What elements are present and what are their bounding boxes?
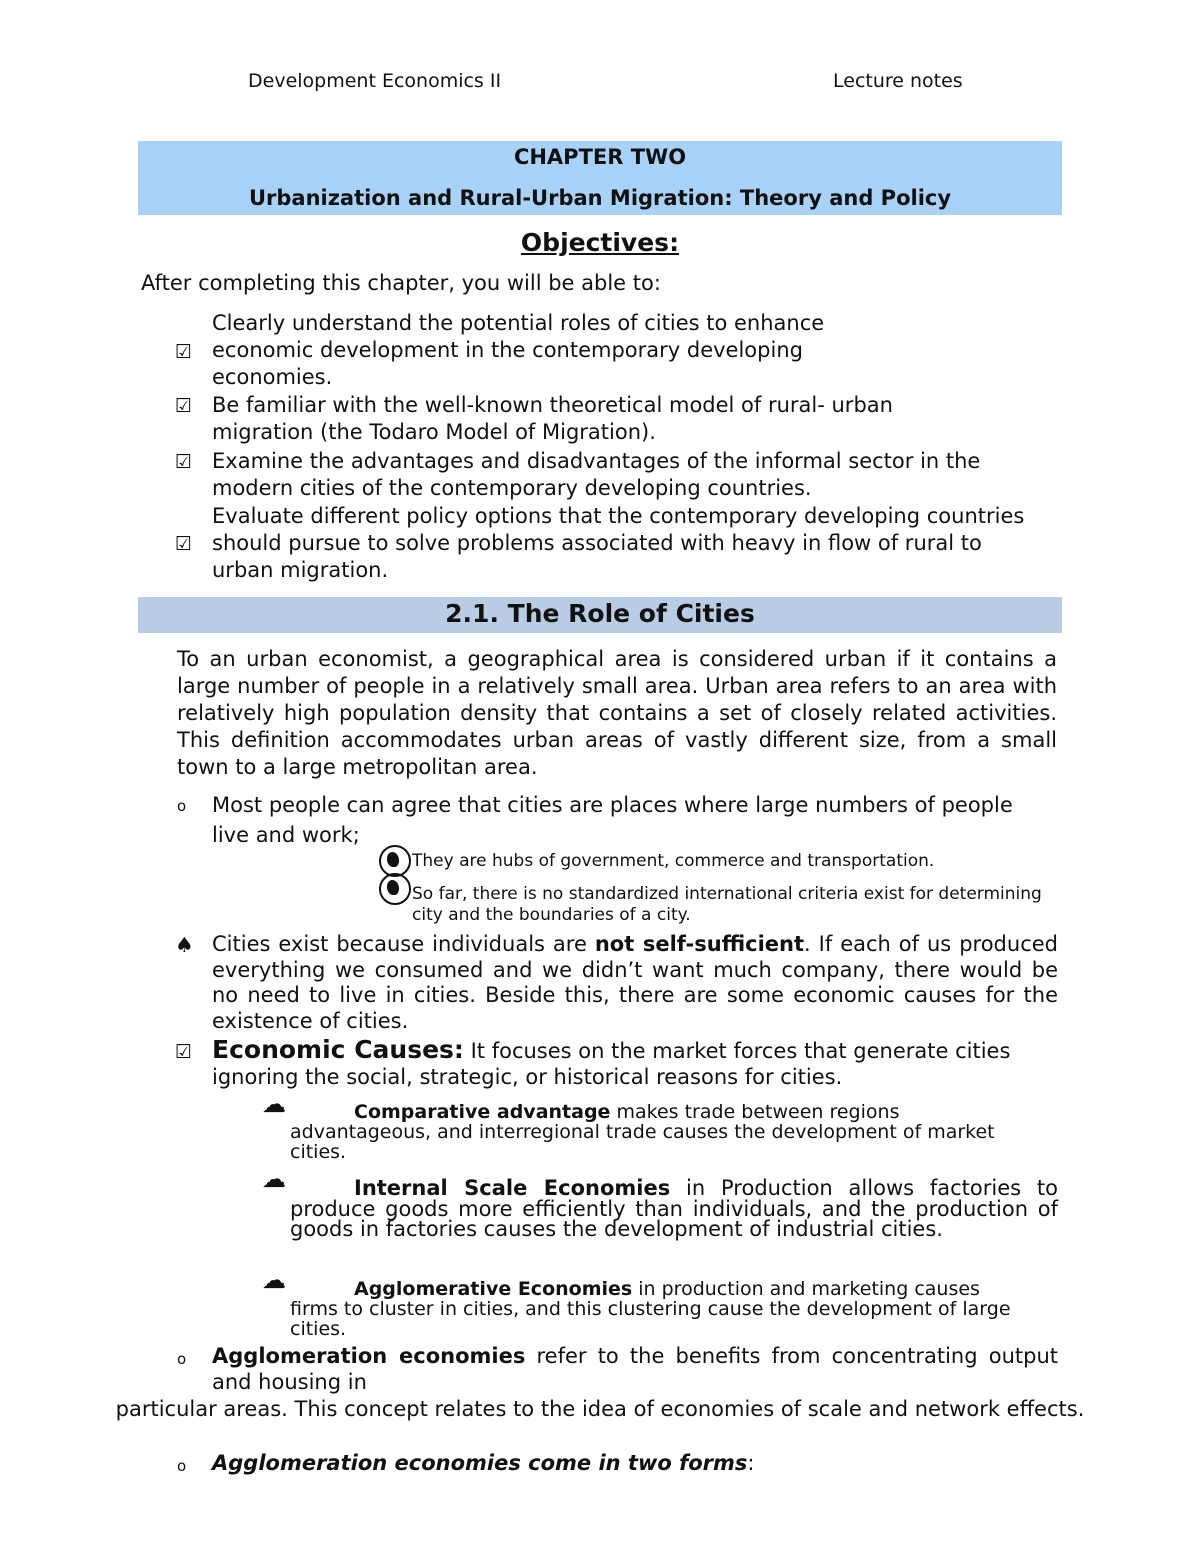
cities-subpoint: They are hubs of government, commerce and transportation. <box>412 851 935 871</box>
cities-point: Most people can agree that cities are places where large numbers of people live and work; <box>212 793 1013 847</box>
header-course-title: Development Economics II <box>248 70 502 92</box>
urban-definition-paragraph: To an urban economist, a geographical area is considered urban if it contains a large number of people in a relatively small area. Urban area refers to an area with relatively high population density that contains a set of closely related activities. This definition accommodates urban areas of vastly different size, from a small town to a large metropolitan area. <box>177 647 1057 779</box>
spade-text-bold: not self-sufficient <box>594 932 805 956</box>
spade-text-pre: Cities exist because individuals are <box>212 932 595 956</box>
internal-scale-item <box>290 1178 1058 1240</box>
checkbox-icon: ☑ <box>175 451 193 473</box>
globe-icon <box>379 873 411 905</box>
circle-bullet-icon: o <box>177 1350 187 1368</box>
checkbox-icon: ☑ <box>175 1041 193 1063</box>
objective-item: Evaluate different policy options that the contemporary developing countries should pursue to solve problems associated with heavy in flow of rural to urban migration. <box>212 504 1025 582</box>
cloud-rain-icon: ☁ <box>262 1165 286 1193</box>
internal-scale-label: Internal Scale Economies <box>354 1176 671 1200</box>
checkbox-icon: ☑ <box>175 341 193 363</box>
chapter-title-bar <box>138 141 1062 215</box>
spade-text-post: . If each of us produced everything we consumed and we didn’t want much company, there would be no need to live in cities. Beside this, there are some economic causes for the existence of cities. <box>212 932 1058 1033</box>
cloud-rain-icon: ☁ <box>262 1266 286 1294</box>
objectives-heading: Objectives: <box>520 228 680 257</box>
objective-item: Clearly understand the potential roles of cities to enhance economic development in the contemporary developing economies. <box>212 311 825 389</box>
checkbox-icon: ☑ <box>175 395 193 417</box>
economic-causes-text: It focuses on the market forces that generate cities ignoring the social, strategic, or historical reasons for cities. <box>212 1039 1011 1089</box>
objective-item: Be familiar with the well-known theoretical model of rural- urban migration (the Todaro Model of Migration). <box>212 393 893 444</box>
agglomeration-forms-item <box>212 1450 1032 1477</box>
checkbox-icon: ☑ <box>175 533 193 555</box>
agglomerative-label: Agglomerative Economies <box>354 1278 633 1300</box>
agglomeration-item <box>212 1343 1058 1395</box>
economic-causes-item <box>212 1037 1052 1090</box>
agglomerative-item <box>290 1279 1020 1339</box>
agglomeration-forms-colon: : <box>747 1451 755 1475</box>
cloud-rain-icon: ☁ <box>262 1090 286 1118</box>
comparative-advantage-label: Comparative advantage <box>354 1101 611 1123</box>
section-heading-bar <box>138 597 1062 633</box>
header-doc-type: Lecture notes <box>833 70 963 92</box>
spade-icon: ♠ <box>175 933 194 957</box>
comparative-advantage-text: makes trade between regions advantageous, and interregional trade causes the development of market cities. <box>290 1101 995 1163</box>
chapter-subtitle: Urbanization and Rural-Urban Migration: Theory and Policy <box>248 186 952 210</box>
agglomeration-continuation: particular areas. This concept relates to the idea of economies of scale and network effects. <box>115 1397 1085 1421</box>
objectives-intro: After completing this chapter, you will be able to: <box>141 271 661 295</box>
internal-scale-text: in Production allows factories to produce goods more efficiently than individuals, and the production of goods in factories causes the development of industrial cities. <box>290 1176 1058 1241</box>
circle-bullet-icon: o <box>177 1457 187 1475</box>
objective-item: Examine the advantages and disadvantages of the informal sector in the modern cities of the contemporary developing countries. <box>212 449 981 500</box>
circle-bullet-icon: o <box>177 797 187 815</box>
agglomeration-forms-label: Agglomeration economies come in two forms <box>212 1451 748 1475</box>
agglomeration-text: refer to the benefits from concentrating output and housing in <box>212 1344 1058 1394</box>
cities-subpoint: So far, there is no standardized international criteria exist for determining city and the boundaries of a city. <box>412 884 1042 925</box>
section-heading: 2.1. The Role of Cities <box>445 599 755 628</box>
agglomeration-label: Agglomeration economies <box>212 1344 526 1368</box>
agglomerative-text: in production and marketing causes firms to cluster in cities, and this clustering cause the development of large cities. <box>290 1278 1011 1340</box>
comparative-advantage-item <box>290 1102 1020 1162</box>
cities-existence-paragraph <box>212 932 1058 1034</box>
chapter-label: CHAPTER TWO <box>513 145 687 169</box>
economic-causes-label: Economic Causes: <box>212 1035 464 1064</box>
